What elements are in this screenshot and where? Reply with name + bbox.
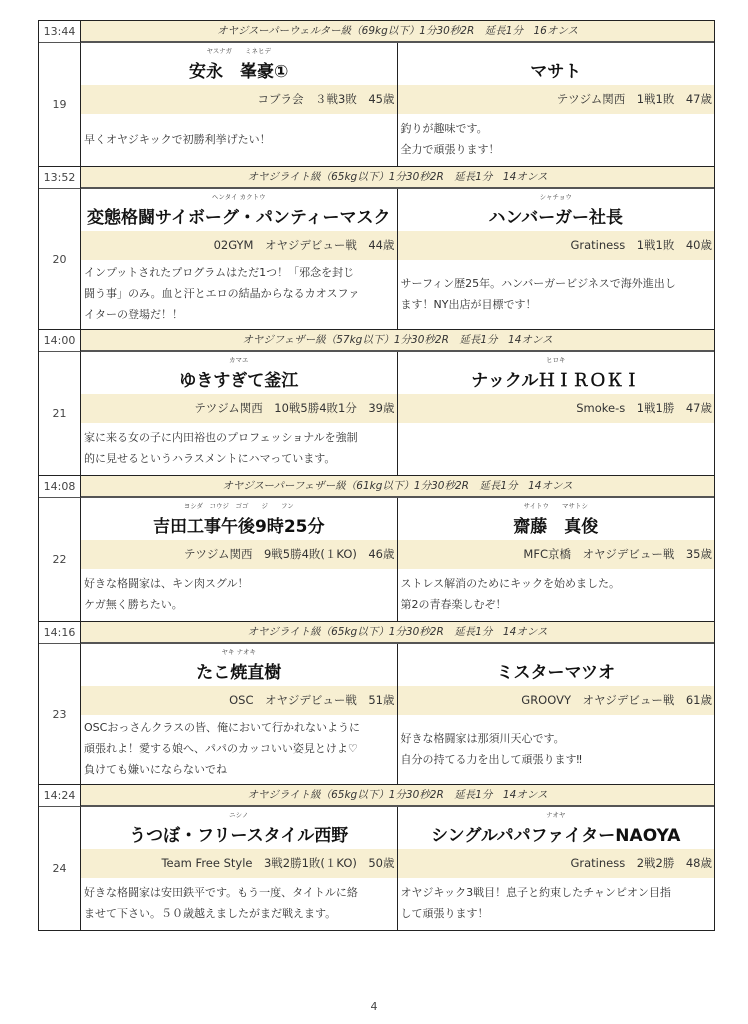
fighters (81, 644, 714, 784)
name-ruby: サイトウ マサトシ (523, 502, 589, 510)
name-ruby: カマエ (229, 356, 249, 364)
fighter-name: 変態格闘サイボーグ・パンティーマスク (87, 208, 391, 228)
comment-line: オヤジキック3戦目！息子と約束したチャンピオン目指 (400, 886, 671, 899)
bout-number: 19 (39, 43, 81, 166)
fighter-comment (398, 423, 715, 475)
fighter-info: MFC京橋 オヤジデビュー戦 35歳 (398, 540, 715, 569)
fighter-info: Team Free Style 3戦2勝1敗(１KO) 50歳 (81, 849, 397, 878)
bout-number: 20 (39, 189, 81, 329)
fighter-info: Gratiness 2戦2勝 48歳 (398, 849, 715, 878)
weight-class: オヤジライト級（65kg以下）1分30秒2R 延長1分 14オンス (81, 167, 714, 189)
bout-row (39, 167, 714, 330)
fighter-name-cell (398, 43, 715, 85)
fighters (81, 352, 714, 475)
fighter-name-cell (81, 189, 397, 231)
fighters (81, 498, 714, 621)
bout-time: 14:00 (39, 330, 81, 352)
fighter-left (81, 352, 398, 475)
name-ruby: ヤスナガ ミネヒデ (206, 47, 272, 55)
fighter-right (398, 352, 715, 475)
weight-class: オヤジライト級（65kg以下）1分30秒2R 延長1分 14オンス (81, 785, 714, 807)
fighter-name-cell (398, 498, 715, 540)
bout-row (39, 476, 714, 622)
fighter-left (81, 43, 398, 166)
fighter-left (81, 498, 398, 621)
name-ruby: ヒロキ (546, 356, 566, 364)
fighter-info: テツジム関西 1戦1敗 47歳 (398, 85, 715, 114)
comment-line: ませて下さい。５０歳越えましたがまだ戦えます。 (84, 907, 337, 920)
comment-line: して頑張ります！ (400, 907, 489, 920)
comment-line: イターの登場だ！！ (84, 308, 183, 321)
comment-line: 自分の持てる力を出して頑張ります‼ (400, 752, 582, 766)
name-ruby: ニシノ (229, 811, 249, 819)
bout-row (39, 21, 714, 167)
name-ruby: シャチョウ (539, 193, 572, 201)
comment-line: ます！NY出店が目標です！ (400, 297, 537, 311)
bout-number: 24 (39, 807, 81, 930)
comment-line: 早くオヤジキックで初勝利挙げたい！ (84, 132, 271, 146)
fighter-info: Gratiness 1戦1敗 40歳 (398, 231, 715, 260)
fighter-name: ゆきすぎて釜江 (179, 371, 299, 391)
fighter-name-cell (398, 352, 715, 394)
fighter-comment (398, 878, 715, 930)
fighter-name: 安永 峯豪① (189, 62, 289, 82)
comment-line: 家に来る女の子に内田裕也のプロフェッショナルを強制 (84, 431, 358, 444)
fighter-name: シングルパパファイターNAOYA (431, 826, 681, 846)
fighter-name-cell (398, 189, 715, 231)
bout-time: 14:08 (39, 476, 81, 498)
comment-line: 好きな格闘家は、キン肉スグル！ (84, 577, 249, 590)
fighter-left (81, 807, 398, 930)
fighter-name: たこ焼直樹 (196, 663, 282, 683)
comment-line: 負けても嫌いにならないでね (84, 763, 227, 776)
fighter-name: 吉田工事午後9時25分 (153, 517, 325, 537)
fighter-name: マサト (530, 62, 582, 82)
name-ruby: ヤキ ナオキ (221, 648, 256, 656)
name-ruby: ヨシダ コウジ ゴゴ ジ フン (183, 502, 294, 510)
bout-time: 13:44 (39, 21, 81, 43)
fighter-info: テツジム関西 9戦5勝4敗(１KO) 46歳 (81, 540, 397, 569)
fighter-left (81, 644, 398, 784)
bout-row (39, 330, 714, 476)
fighter-name: ハンバーガー社長 (488, 208, 623, 228)
comment-line: OSCおっさんクラスの皆、俺において行かれないように (84, 721, 360, 734)
weight-class: オヤジスーパーフェザー級（61kg以下）1分30秒2R 延長1分 14オンス (81, 476, 714, 498)
name-ruby: ナオヤ (546, 811, 566, 819)
comment-line: 的に見せるというハラスメントにハマっています。 (84, 452, 336, 465)
comment-line: ケガ無く勝ちたい。 (84, 598, 183, 611)
fighter-right (398, 498, 715, 621)
fighter-right (398, 189, 715, 329)
fighter-info: テツジム関西 10戦5勝4敗1分 39歳 (81, 394, 397, 423)
fighter-right (398, 644, 715, 784)
fighter-comment (398, 715, 715, 784)
bout-time: 14:16 (39, 622, 81, 644)
fighter-comment (81, 569, 397, 621)
fighter-comment (81, 114, 397, 166)
fighter-comment (81, 715, 397, 784)
fighter-info: GROOVY オヤジデビュー戦 61歳 (398, 686, 715, 715)
fighter-right (398, 43, 715, 166)
bout-row (39, 622, 714, 785)
fighter-right (398, 807, 715, 930)
page-number: 4 (370, 1000, 378, 1013)
comment-line: 闘う事」のみ。血と汗とエロの結晶からなるカオスファ (84, 287, 360, 300)
fighter-comment (81, 878, 397, 930)
bout-number: 21 (39, 352, 81, 475)
fight-card-table (38, 20, 715, 931)
fighter-name-cell (81, 352, 397, 394)
fighter-name: うつぼ・フリースタイル西野 (129, 826, 349, 846)
fighters (81, 807, 714, 930)
fighter-comment (81, 423, 397, 475)
bout-number: 22 (39, 498, 81, 621)
fighter-info: OSC オヤジデビュー戦 51歳 (81, 686, 397, 715)
comment-line: ストレス解消のためにキックを始めました。 (400, 577, 620, 590)
fighter-name: ナックルＨＩＲＯＫＩ (471, 371, 641, 391)
comment-line: インプットされたプログラムはただ1つ！「邪念を封じ (84, 266, 355, 279)
bout-time: 14:24 (39, 785, 81, 807)
fighter-left (81, 189, 398, 329)
fighter-info: Smoke-s 1戦1勝 47歳 (398, 394, 715, 423)
fighter-comment (398, 114, 715, 166)
name-ruby: ヘンタイ カクトウ (211, 193, 266, 201)
fighter-info: 02GYM オヤジデビュー戦 44歳 (81, 231, 397, 260)
fighter-name-cell (398, 644, 715, 686)
fighter-name-cell (81, 43, 397, 85)
fighter-name-cell (81, 807, 397, 849)
weight-class: オヤジスーパーウェルター級（69kg以下）1分30秒2R 延長1分 16オンス (81, 21, 714, 43)
bout-number: 23 (39, 644, 81, 784)
weight-class: オヤジフェザー級（57kg以下）1分30秒2R 延長1分 14オンス (81, 330, 714, 352)
fighter-name-cell (398, 807, 715, 849)
comment-line: 頑張れよ！愛する娘へ、パパのカッコいい姿見とけよ♡ (84, 742, 358, 755)
comment-line: 全力で頑張ります！ (400, 143, 500, 156)
fighter-comment (81, 260, 397, 329)
comment-line: 好きな格闘家は安田鉄平です。もう一度、タイトルに絡 (84, 886, 358, 899)
comment-line: 第2の青春楽しむぞ！ (400, 598, 507, 611)
fighter-info: コブラ会 ３戦3敗 45歳 (81, 85, 397, 114)
fighter-comment (398, 260, 715, 329)
bout-row (39, 785, 714, 931)
comment-line: 好きな格闘家は那須川天心です。 (400, 731, 565, 745)
fighters (81, 189, 714, 329)
fighter-name-cell (81, 644, 397, 686)
weight-class: オヤジライト級（65kg以下）1分30秒2R 延長1分 14オンス (81, 622, 714, 644)
fighter-name-cell (81, 498, 397, 540)
bout-time: 13:52 (39, 167, 81, 189)
fighters (81, 43, 714, 166)
comment-line: 釣りが趣味です。 (400, 122, 488, 135)
fighter-name: 齋藤 真俊 (513, 517, 599, 537)
fighter-comment (398, 569, 715, 621)
comment-line: サーフィン歴25年。ハンバーガービジネスで海外進出し (400, 276, 676, 290)
fighter-name: ミスターマツオ (496, 663, 615, 683)
